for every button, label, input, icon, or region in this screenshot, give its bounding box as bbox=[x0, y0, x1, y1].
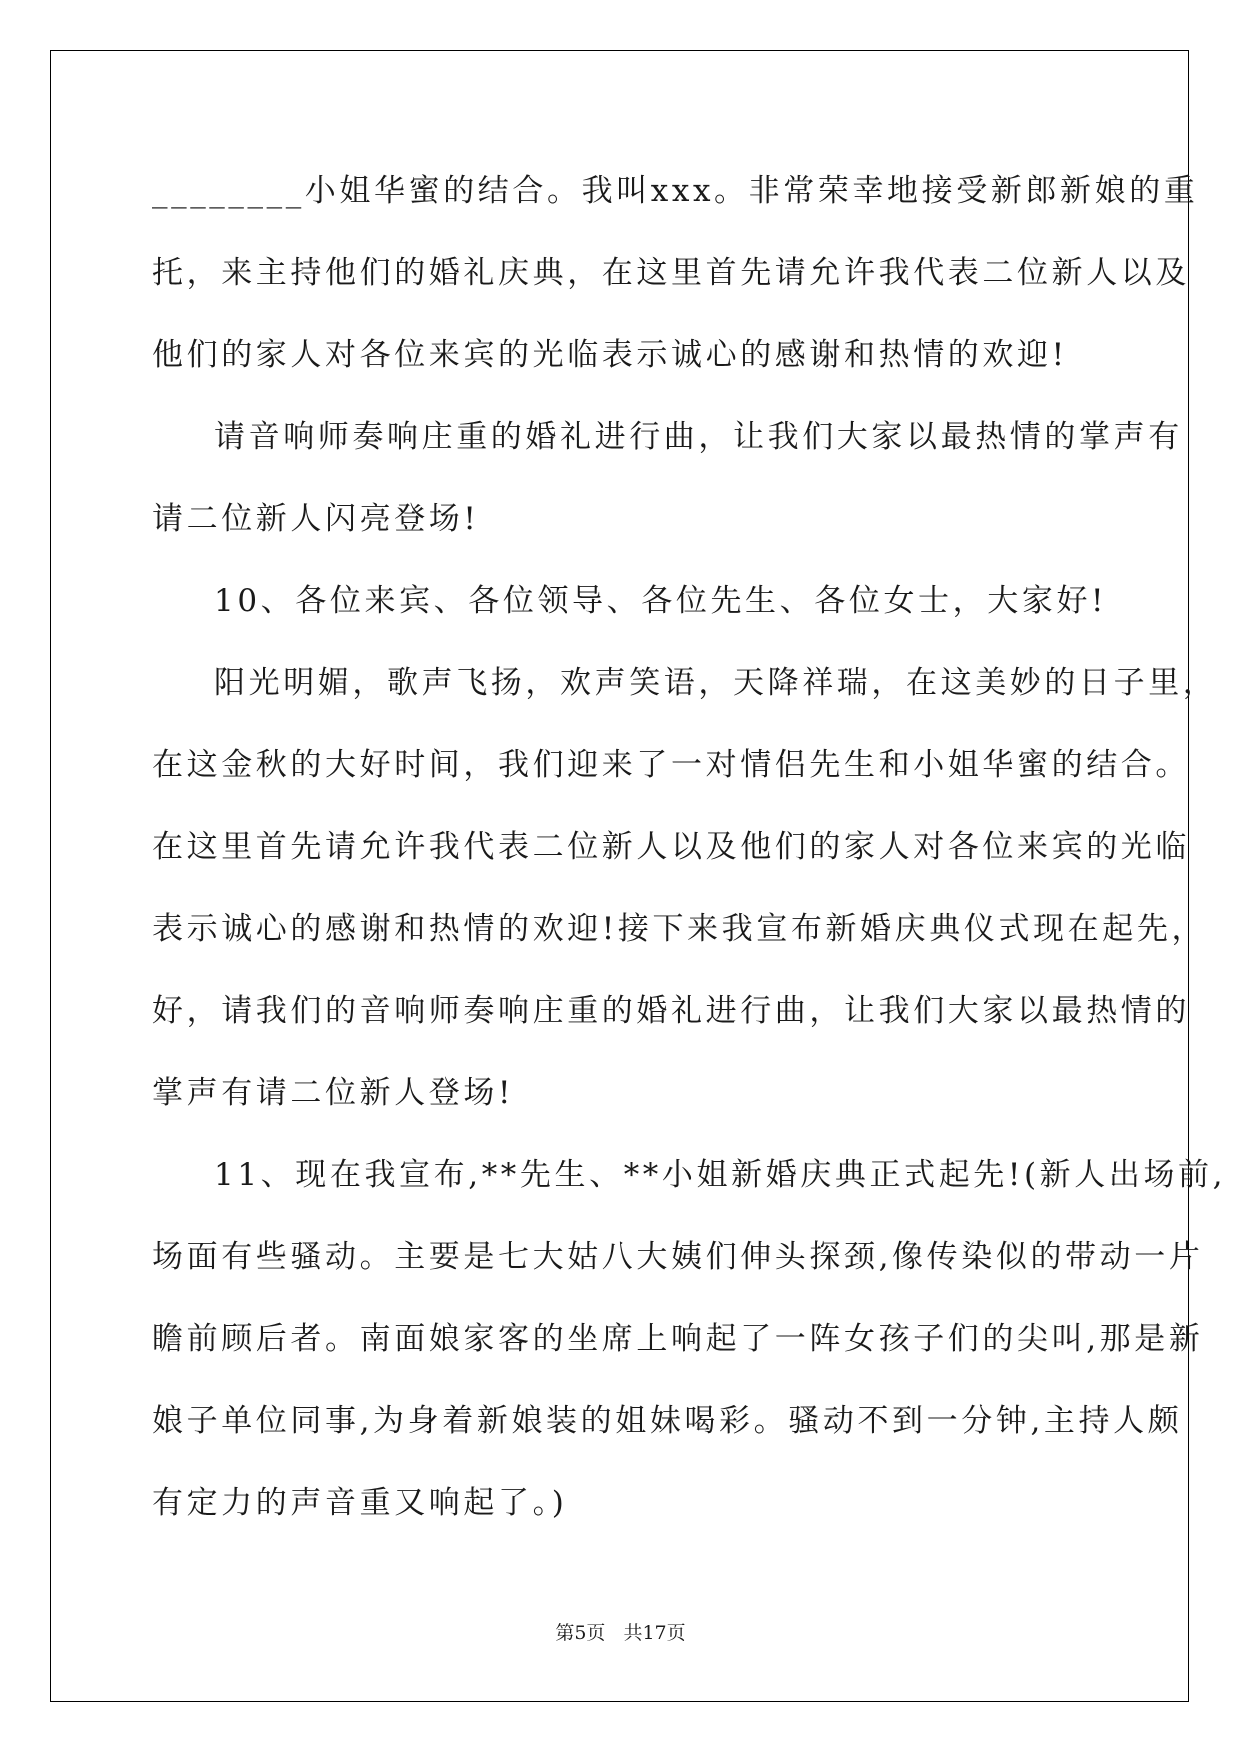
page-footer bbox=[0, 1618, 1241, 1645]
page-total: 共17页 bbox=[623, 1622, 686, 1644]
text-line-11: 好，请我们的音响师奏响庄重的婚礼进行曲，让我们大家以最热情的 bbox=[152, 993, 1190, 1029]
text-line-12: 掌声有请二位新人登场! bbox=[152, 1075, 515, 1111]
text-line-5: 请二位新人闪亮登场! bbox=[152, 501, 480, 537]
text-line-17: 有定力的声音重又响起了。) bbox=[152, 1485, 568, 1521]
text-line-3: 他们的家人对各位来宾的光临表示诚心的感谢和热情的欢迎! bbox=[152, 337, 1068, 373]
text-line-14: 场面有些骚动。主要是七大姑八大姨们伸头探颈,像传染似的带动一片 bbox=[152, 1239, 1204, 1275]
text-line-10: 表示诚心的感谢和热情的欢迎!接下来我宣布新婚庆典仪式现在起先， bbox=[152, 911, 1207, 947]
text-line-7: 阳光明媚，歌声飞扬，欢声笑语，天降祥瑞，在这美妙的日子里， bbox=[214, 665, 1218, 701]
document-body bbox=[152, 163, 1227, 1557]
text-line-16: 娘子单位同事,为身着新娘装的姐妹喝彩。骚动不到一分钟,主持人颇 bbox=[152, 1403, 1183, 1439]
text-line-4: 请音响师奏响庄重的婚礼进行曲，让我们大家以最热情的掌声有 bbox=[214, 419, 1183, 455]
text-line-15: 瞻前顾后者。南面娘家客的坐席上响起了一阵女孩子们的尖叫,那是新 bbox=[152, 1321, 1204, 1357]
page-number: 第5页 bbox=[555, 1622, 606, 1644]
text-line-8: 在这金秋的大好时间，我们迎来了一对情侣先生和小姐华蜜的结合。 bbox=[152, 747, 1190, 783]
text-line-6: 10、各位来宾、各位领导、各位先生、各位女士，大家好! bbox=[214, 583, 1108, 619]
text-line-1: ________小姐华蜜的结合。我叫xxx。非常荣幸地接受新郎新娘的重 bbox=[152, 173, 1199, 209]
text-line-2: 托，来主持他们的婚礼庆典，在这里首先请允许我代表二位新人以及 bbox=[152, 255, 1190, 291]
text-line-9: 在这里首先请允许我代表二位新人以及他们的家人对各位来宾的光临 bbox=[152, 829, 1190, 865]
text-line-13: 11、现在我宣布,**先生、**小姐新婚庆典正式起先!(新人出场前, bbox=[214, 1157, 1227, 1193]
